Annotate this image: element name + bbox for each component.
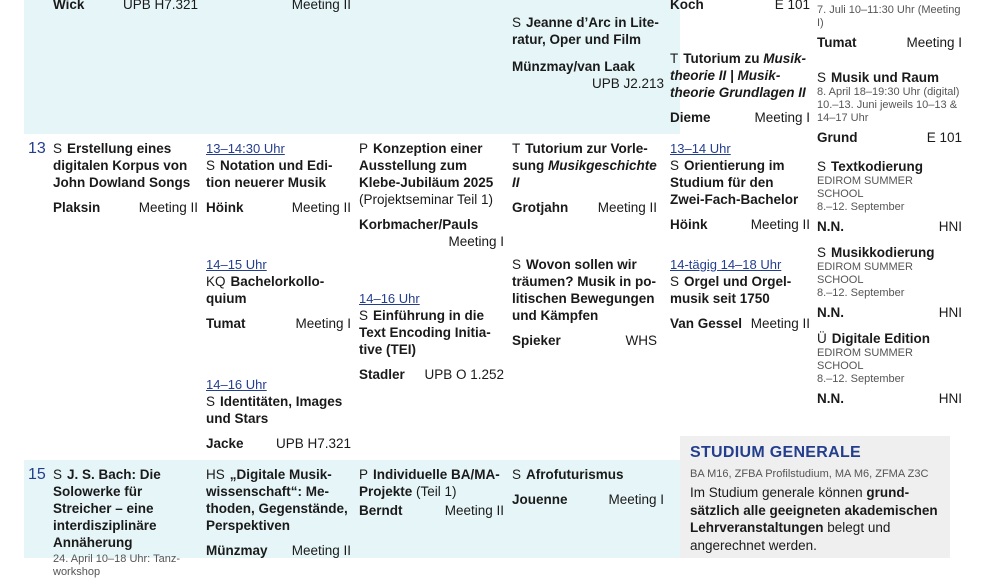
- course-title: Musik und Raum: [831, 70, 940, 85]
- r15-c2: [206, 466, 351, 559]
- room: Meeting II: [291, 543, 351, 558]
- top-c6: [817, 0, 962, 146]
- course-title-a: Tutorium zu: [683, 51, 764, 66]
- top-c1: [53, 0, 198, 13]
- course-time: 13–14 Uhr: [670, 141, 731, 156]
- person: Plaksin: [53, 200, 101, 215]
- person: Jouenne: [512, 492, 568, 507]
- course-title: Identitäten, Images und Stars: [206, 394, 343, 426]
- top-c4-tutorium: [670, 50, 810, 126]
- course-title: Einführung in die Text Encoding Initiative (TEI): [359, 308, 491, 357]
- note: 8.–12. September: [817, 287, 905, 299]
- note: 8.–12. September: [817, 373, 905, 385]
- course-type: S: [670, 158, 680, 173]
- room: Meeting II: [597, 200, 657, 215]
- person: N.N.: [817, 391, 844, 406]
- course-type: P: [359, 141, 369, 156]
- course-time: 14–15 Uhr: [206, 257, 267, 272]
- person: Van Gessel: [670, 316, 743, 331]
- course-title: J. S. Bach: Die Solowerke für Streicher – eine interdisziplinäre Annäherung: [53, 467, 161, 550]
- room: Meeting I: [295, 316, 351, 331]
- r15-c4: [512, 466, 664, 508]
- r13-c6-course-3: [817, 330, 962, 407]
- r13-c1: [53, 140, 198, 216]
- course-type: T: [670, 51, 679, 66]
- course-title: Afrofuturismus: [526, 467, 624, 482]
- text-part: belegt und angerechnet werden.: [690, 520, 891, 553]
- room: Meeting II: [138, 200, 198, 215]
- room: Meeting II: [291, 200, 351, 215]
- course-type: S: [817, 159, 827, 174]
- r15-c1: [53, 466, 198, 579]
- r13-c6-course-1: [817, 158, 962, 235]
- top-c2: [206, 0, 351, 13]
- course-type: S: [512, 257, 522, 272]
- room: E 101: [926, 130, 962, 145]
- person: Dieme: [670, 110, 711, 125]
- room: E 101: [774, 0, 810, 12]
- person: Korbmacher/Pauls: [359, 217, 479, 232]
- note: 24. April 10–18 Uhr: Tanzworkshop: [53, 553, 180, 578]
- person: N.N.: [817, 219, 844, 234]
- course-title: Orientierung im Studium für den Zwei-Fach-Bachelor: [670, 158, 799, 207]
- person: Berndt: [359, 503, 403, 518]
- studium-generale-modules: BA M16, ZFBA Profilstudium, MA M6, ZFMA Z3C: [690, 468, 929, 480]
- course-title: Musikkodierung: [831, 245, 935, 260]
- studium-generale-title: STUDIUM GENERALE: [690, 444, 862, 461]
- room: HNI: [938, 391, 962, 406]
- note: EDIROM SUMMER SCHOOL: [817, 261, 913, 286]
- course-time: 14–16 Uhr: [206, 377, 267, 392]
- course-title: Erstellung eines digitalen Korpus von John Dowland Songs: [53, 141, 191, 190]
- course-type: T: [512, 141, 521, 156]
- person: Stadler: [359, 367, 405, 382]
- r13-c2-course-2: [206, 256, 351, 332]
- course-type: S: [670, 274, 680, 289]
- course-type: S: [359, 308, 369, 323]
- note: 8. April 18–19:30 Uhr (digital): [817, 86, 960, 98]
- course-title: „Digitale Musikwissenschaft“: Methoden, Gegenstände, Perspektiven: [206, 467, 348, 533]
- course-time: 13–14:30 Uhr: [206, 141, 285, 156]
- course-title: Jeanne d’Arc in Literatur, Oper und Film: [512, 15, 659, 47]
- course-subtitle: (Teil 1): [416, 484, 457, 499]
- course-type: KQ: [206, 274, 226, 289]
- hour-15: 15: [28, 466, 46, 483]
- person: Wick: [53, 0, 85, 12]
- course-time: 14-tägig 14–18 Uhr: [670, 257, 782, 272]
- course-title-b: Musiktheorie II | Musiktheorie Grundlagen II: [670, 51, 807, 100]
- person: Koch: [670, 0, 704, 12]
- course-subtitle: (Projektseminar Teil 1): [359, 192, 494, 207]
- course-type: HS: [206, 467, 225, 482]
- person: Grotjahn: [512, 200, 569, 215]
- r15-c3: [359, 466, 504, 519]
- person: Münzmay/van Laak: [512, 59, 636, 74]
- course-type: S: [206, 394, 216, 409]
- r13-c6-course-2: [817, 244, 962, 321]
- room: WHS: [625, 333, 657, 348]
- person: Spieker: [512, 333, 561, 348]
- course-title: Wovon sollen wir träumen? Musik in politischen Bewegungen und Kämpfen: [512, 257, 657, 323]
- top-c4-course: [512, 14, 664, 92]
- note: EDIROM SUMMER SCHOOL: [817, 175, 913, 200]
- course-type: S: [206, 158, 216, 173]
- room: Meeting I: [608, 492, 664, 507]
- hour-13: 13: [28, 140, 46, 157]
- room: Meeting II: [291, 0, 351, 12]
- person: Jacke: [206, 436, 244, 451]
- course-title-b: Musikgeschichte II: [512, 158, 657, 190]
- room: Meeting II: [750, 217, 810, 232]
- course-title-a: Tutorium zur Vorlesung: [512, 141, 648, 173]
- course-title: Konzeption einer Ausstellung zum Klebe-Jubiläum 2025: [359, 141, 494, 190]
- course-type: S: [512, 467, 522, 482]
- r13-c3-course-2: [359, 290, 504, 383]
- room: Meeting II: [444, 503, 504, 518]
- room: UPB O 1.252: [424, 367, 504, 382]
- note: 10.–13. Juni jeweils 10–13 &: [817, 99, 958, 111]
- room: Meeting II: [750, 316, 810, 331]
- note: EDIROM SUMMER SCHOOL: [817, 347, 913, 372]
- person: Höink: [670, 217, 708, 232]
- course-type: S: [817, 70, 827, 85]
- room: UPB H7.321: [122, 0, 198, 12]
- r13-c4-course-1: [512, 140, 657, 216]
- course-title: Bachelorkolloquium: [206, 274, 325, 306]
- person: Grund: [817, 130, 858, 145]
- r13-c5-course-1: [670, 140, 810, 233]
- course-title: Digitale Edition: [831, 331, 931, 346]
- room: UPB H7.321: [275, 436, 351, 451]
- room: HNI: [938, 219, 962, 234]
- course-time: 14–16 Uhr: [359, 291, 420, 306]
- room: UPB J2.213: [591, 76, 664, 91]
- person: Tumat: [206, 316, 246, 331]
- course-title: Individuelle BA/MA-Projekte: [359, 467, 500, 499]
- person: Münzmay: [206, 543, 268, 558]
- course-title: Textkodierung: [831, 159, 924, 174]
- note: 7. Juli 10–11:30 Uhr (Meeting I): [817, 4, 961, 29]
- course-title: Notation und Edition neuerer Musik: [206, 158, 333, 190]
- course-type: S: [512, 15, 522, 30]
- room: HNI: [938, 305, 962, 320]
- course-type: S: [53, 141, 63, 156]
- r13-c5-course-2: [670, 256, 810, 332]
- course-type: S: [53, 467, 63, 482]
- course-title: Orgel und Orgelmusik seit 1750: [670, 274, 792, 306]
- person: Höink: [206, 200, 244, 215]
- course-type: Ü: [817, 331, 827, 346]
- room: Meeting I: [754, 110, 810, 125]
- note: 14–17 Uhr: [817, 112, 869, 124]
- room: Meeting I: [906, 35, 962, 50]
- course-type: P: [359, 467, 369, 482]
- room: Meeting I: [448, 234, 504, 249]
- top-c5: [670, 0, 810, 13]
- text-part: Im Studium generale können: [690, 485, 867, 500]
- note: 8.–12. September: [817, 201, 905, 213]
- r13-c4-course-2: [512, 256, 657, 349]
- person: N.N.: [817, 305, 844, 320]
- studium-generale-text: [690, 484, 946, 554]
- course-type: S: [817, 245, 827, 260]
- person: Tumat: [817, 35, 857, 50]
- r13-c3-course-1: [359, 140, 504, 250]
- r13-c2-course-3: [206, 376, 351, 452]
- r13-c2-course-1: [206, 140, 351, 216]
- text-part-bold: grundsätzlich alle geeigneten akademischen Lehrveranstaltungen: [690, 485, 938, 535]
